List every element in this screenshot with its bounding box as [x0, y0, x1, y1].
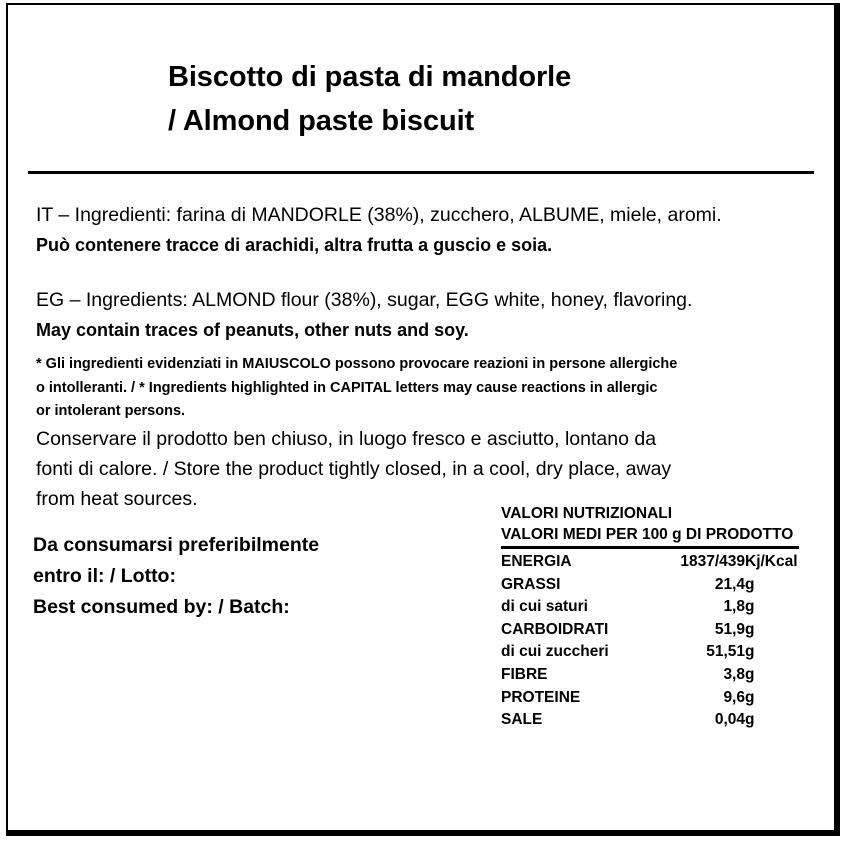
nutrition-panel-subtitle: VALORI MEDI PER 100 g DI PRODOTTO	[501, 526, 794, 543]
nutrition-row-value: 21,4	[714, 575, 745, 593]
product-title	[168, 55, 571, 143]
nutrition-row-label: di cui saturi	[501, 598, 588, 616]
allergen-warning-italian: Può contenere tracce di arachidi, altra frutta a guscio e soia.	[36, 235, 553, 255]
label-border-bottom	[6, 830, 840, 836]
nutrition-row-label: FIBRE	[501, 665, 548, 683]
nutrition-row-value: 9,6	[723, 688, 745, 706]
nutrition-row-unit: g	[745, 620, 755, 638]
nutrition-row	[501, 574, 799, 597]
label-border-left	[6, 3, 8, 833]
nutrition-row-unit: Kj/Kcal	[745, 553, 798, 570]
label-border-top	[6, 3, 836, 5]
title-divider-rule	[28, 171, 814, 174]
nutrition-row-label: ENERGIA	[501, 553, 572, 570]
nutrition-row-unit: g	[745, 575, 755, 593]
nutrition-row-value: 51,51	[706, 643, 745, 661]
nutrition-row-unit: g	[745, 665, 755, 683]
allergen-footnote-line-3: or intolerant persons.	[36, 403, 186, 419]
nutrition-row-unit: g	[745, 711, 755, 729]
nutrition-facts-panel	[501, 503, 799, 732]
nutrition-panel-title: VALORI NUTRIZIONALI	[501, 505, 673, 522]
allergen-footnote	[36, 353, 677, 424]
nutrition-row-label: PROTEINE	[501, 688, 581, 706]
label-border-right	[834, 3, 840, 836]
nutrition-row-value: 0,04	[714, 711, 745, 729]
product-title-line-italian: Biscotto di pasta di mandorle	[168, 61, 572, 93]
nutrition-panel-subtitle-wrap	[501, 524, 799, 549]
nutrition-row	[501, 687, 799, 710]
ingredients-english-text: EG – Ingredients: ALMOND flour (38%), sugar, EGG white, honey, flavoring.	[36, 289, 693, 311]
best-before-batch-block	[33, 530, 319, 623]
ingredients-english	[36, 288, 692, 342]
best-before-line-1: Da consumarsi preferibilmente	[33, 534, 320, 556]
nutrition-row-label: CARBOIDRATI	[501, 620, 609, 638]
nutrition-table	[501, 551, 799, 732]
nutrition-row	[501, 641, 799, 664]
nutrition-row	[501, 709, 799, 732]
storage-instructions	[36, 424, 671, 514]
nutrition-row-value: 51,9	[714, 620, 745, 638]
product-title-line-english: / Almond paste biscuit	[168, 105, 475, 137]
ingredients-italian-text: IT – Ingredienti: farina di MANDORLE (38%), zucchero, ALBUME, miele, aromi.	[36, 204, 722, 226]
storage-instructions-line-2: fonti di calore. / Store the product tightly closed, in a cool, dry place, away	[36, 458, 672, 480]
nutrition-row-label: SALE	[501, 711, 543, 729]
nutrition-row-label: GRASSI	[501, 575, 561, 593]
nutrition-row-unit: g	[745, 598, 755, 616]
nutrition-row	[501, 664, 799, 687]
nutrition-row	[501, 596, 799, 619]
nutrition-row-unit: g	[745, 688, 755, 706]
nutrition-row	[501, 551, 799, 574]
nutrition-row-value: 1,8	[723, 598, 745, 616]
allergen-footnote-line-2: o intolleranti. / * Ingredients highlighted in CAPITAL letters may cause reactions in allergic	[36, 379, 658, 396]
allergen-footnote-line-1: * Gli ingredienti evidenziati in MAIUSCOLO possono provocare reazioni in persone allergiche	[36, 356, 678, 372]
nutrition-row-value: 3,8	[723, 665, 745, 683]
ingredients-italian	[36, 203, 722, 257]
storage-instructions-line-3: from heat sources.	[36, 488, 198, 510]
nutrition-row	[501, 619, 799, 642]
nutrition-row-unit: g	[745, 643, 755, 661]
nutrition-row-label: di cui zuccheri	[501, 643, 609, 661]
best-before-line-3: Best consumed by: / Batch:	[33, 596, 290, 618]
storage-instructions-line-1: Conservare il prodotto ben chiuso, in luogo fresco e asciutto, lontano da	[36, 428, 657, 450]
nutrition-row-value: 1837/439	[680, 553, 745, 570]
allergen-warning-english: May contain traces of peanuts, other nuts and soy.	[36, 320, 469, 340]
best-before-line-2: entro il: / Lotto:	[33, 565, 176, 587]
